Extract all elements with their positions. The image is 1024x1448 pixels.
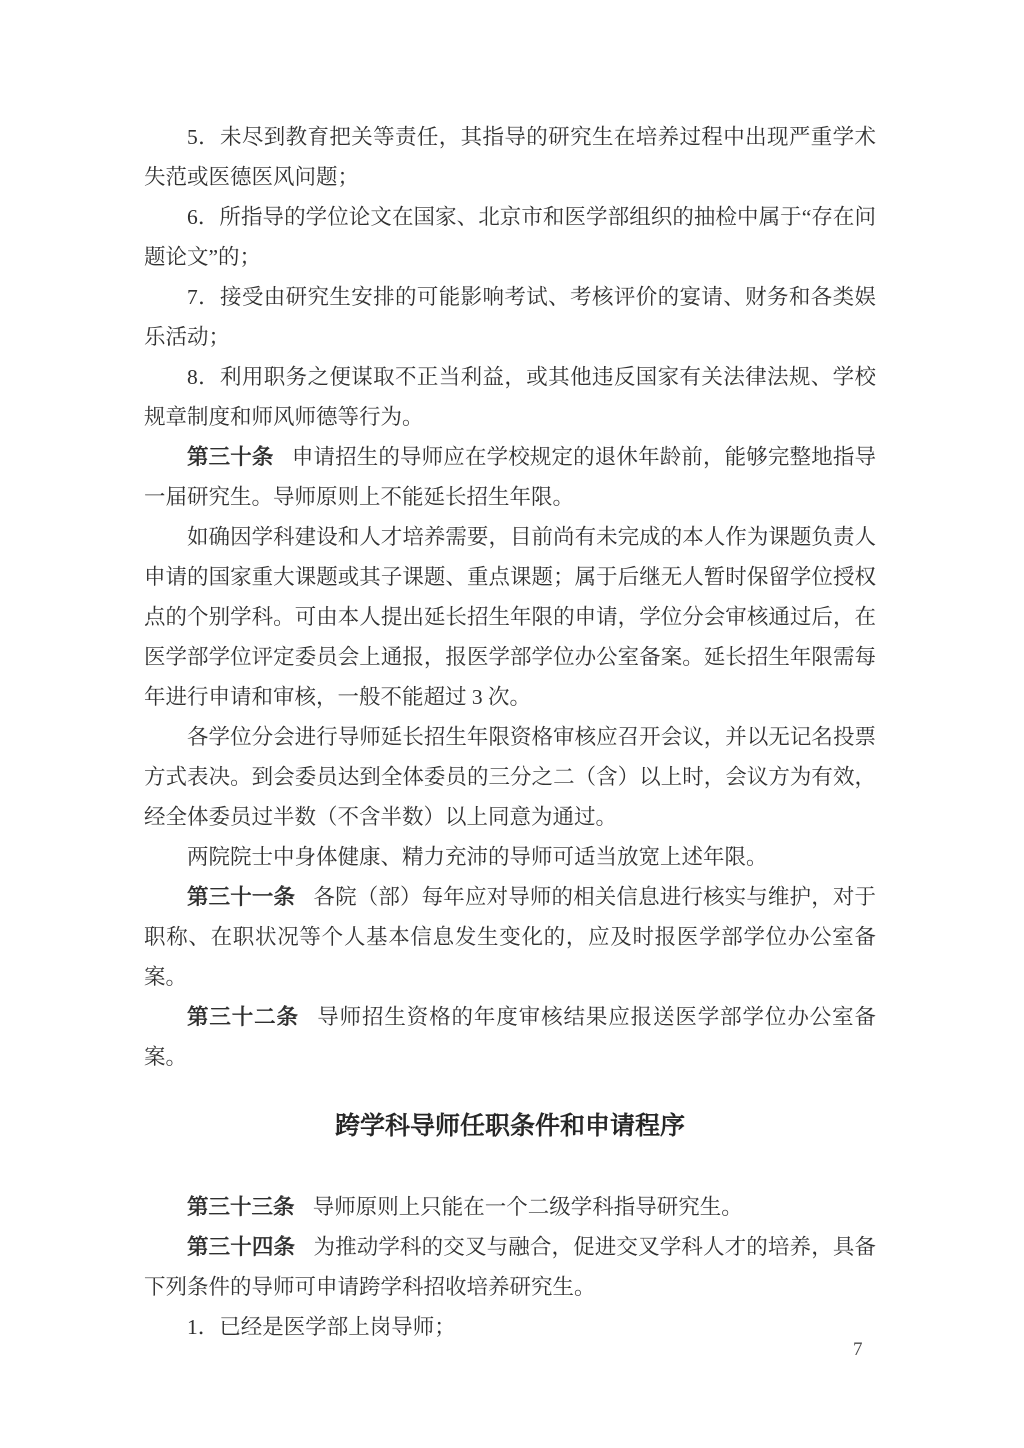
paragraph-text: 导师原则上只能在一个二级学科指导研究生。 (312, 1195, 743, 1219)
paragraph-text: 6．所指导的学位论文在国家、北京市和医学部组织的抽检中属于“存在问题论文”的； (144, 205, 876, 269)
article-33-paragraph (144, 1187, 876, 1227)
section-heading: 跨学科导师任职条件和申请程序 (334, 1113, 685, 1140)
paragraph-text: 7．接受由研究生安排的可能影响考试、考核评价的宴请、财务和各类娱乐活动； (144, 285, 876, 349)
article-30-subparagraph-3 (144, 837, 876, 877)
article-31-paragraph (144, 877, 876, 997)
paragraph-text: 各学位分会进行导师延长招生年限资格审核应召开会议，并以无记名投票方式表决。到会委员达到全体委员的三分之二（含）以上时，会议方为有效，经全体委员过半数（不含半数）以上同意为通过。 (144, 725, 876, 829)
paragraph-text: 各院（部）每年应对导师的相关信息进行核实与维护，对于职称、在职状况等个人基本信息发生变化的，应及时报医学部学位办公室备案。 (144, 885, 876, 989)
article-34-number: 第三十四条 (187, 1235, 296, 1259)
body-section-articles-29-32 (144, 117, 876, 1077)
body-section-articles-33-34 (144, 1187, 876, 1347)
page-number: 7 (853, 1339, 863, 1360)
paragraph-text: 为推动学科的交叉与融合，促进交叉学科人才的培养，具备下列条件的导师可申请跨学科招收培养研究生。 (144, 1235, 876, 1299)
paragraph-text: 5．未尽到教育把关等责任，其指导的研究生在培养过程中出现严重学术失范或医德医风问题； (144, 125, 876, 189)
article-30-subparagraph-2 (144, 717, 876, 837)
list-item-6 (144, 197, 876, 277)
paragraph-text: 两院院士中身体健康、精力充沛的导师可适当放宽上述年限。 (187, 845, 768, 869)
article-34-paragraph (144, 1227, 876, 1307)
article-30-subparagraph-1 (144, 517, 876, 717)
paragraph-text: 申请招生的导师应在学校规定的退休年龄前，能够完整地指导一届研究生。导师原则上不能延长招生年限。 (144, 445, 876, 509)
list-item-7 (144, 277, 876, 357)
paragraph-text: 如确因学科建设和人才培养需要，目前尚有未完成的本人作为课题负责人申请的国家重大课题或其子课题、重点课题；属于后继无人暂时保留学位授权点的个别学科。可由本人提出延长招生年限的申请，学位分会审核通过后，在医学部学位评定委员会上通报，报医学部学位办公室备案。延长招生年限需每年进行申请和审核，一般不能超过 3 次。 (144, 525, 876, 709)
paragraph-text: 1．已经是医学部上岗导师； (187, 1315, 456, 1339)
list-item-1 (144, 1307, 876, 1347)
list-item-5 (144, 117, 876, 197)
article-33-number: 第三十三条 (187, 1195, 295, 1219)
paragraph-text: 8．利用职务之便谋取不正当利益，或其他违反国家有关法律法规、学校规章制度和师风师德等行为。 (144, 365, 876, 429)
article-30-paragraph (144, 437, 876, 517)
article-30-number: 第三十条 (187, 445, 274, 469)
article-31-number: 第三十一条 (187, 885, 296, 909)
article-32-number: 第三十二条 (187, 1005, 299, 1029)
list-item-8 (144, 357, 876, 437)
article-32-paragraph (144, 997, 876, 1077)
paragraph-text: 导师招生资格的年度审核结果应报送医学部学位办公室备案。 (144, 1005, 876, 1069)
